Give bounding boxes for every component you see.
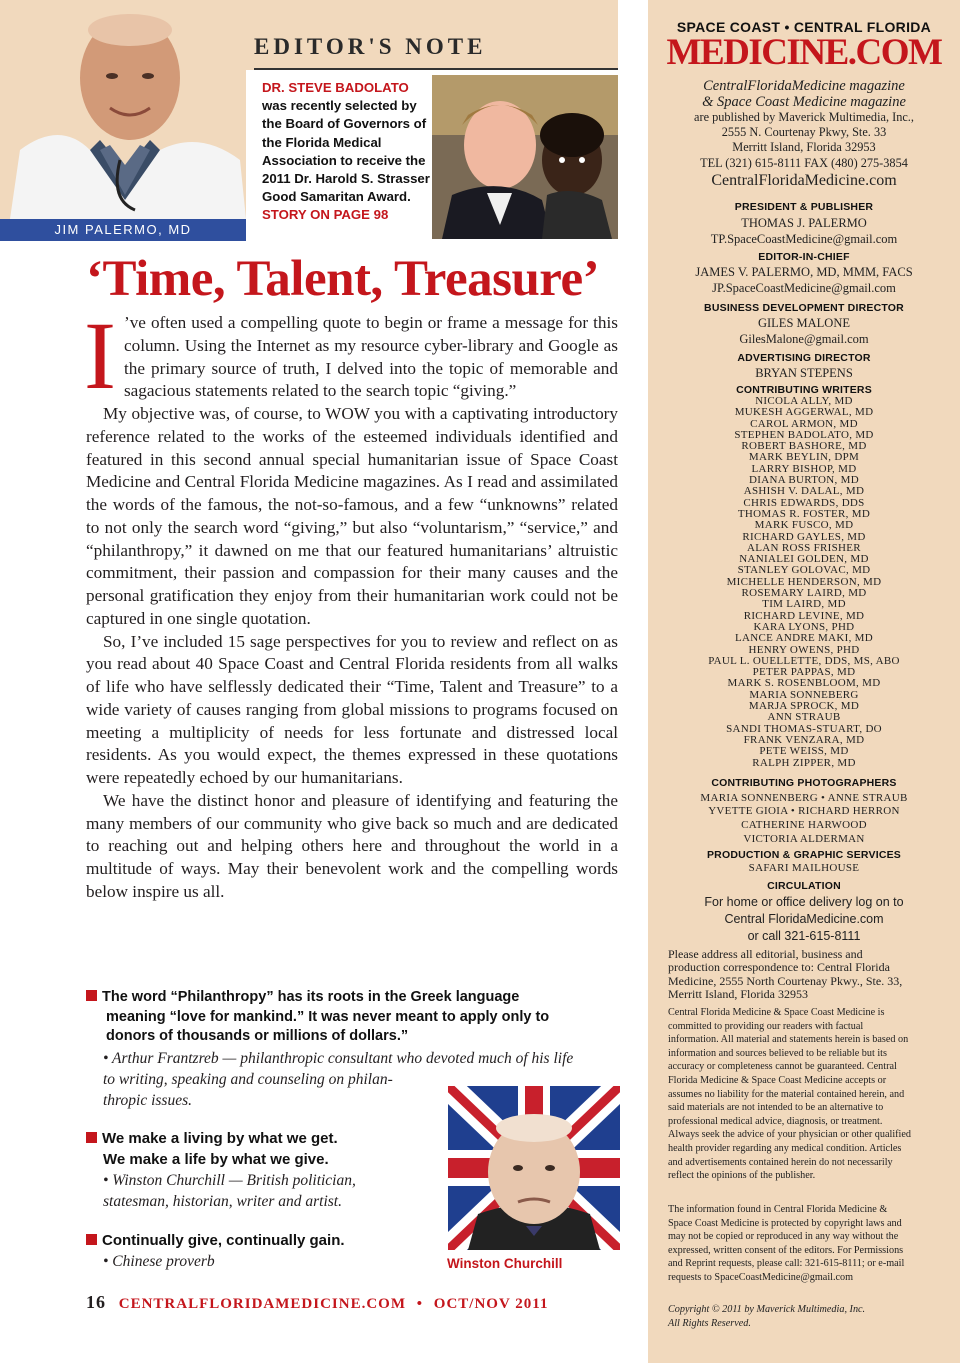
role-email[interactable]: JP.SpaceCoastMedicine@gmail.com xyxy=(712,281,896,295)
paragraph-2: My objective was, of course, to WOW you with a captivating introductory reference related to the works of the esteemed individuals identified and featured in this second annual special humanitarian issue of Space Coast Medicine and Central Florida Medicine magazines. As I read and assimilated the words of the famous, the not-so-famous, and a few “unknowns” related to not only the search word “giving,” but also “voluntarism,” “service,” and “philanthropy,” it dawned on me that our featured humanitarians’ altruistic commitment, their passion and compassion for their many causes and the personal gratification they enjoy from their humanitarian work could not be captured in one single quotation. xyxy=(86,404,618,628)
masthead-website[interactable]: CentralFloridaMedicine.com xyxy=(711,172,897,189)
divider xyxy=(254,68,618,70)
writer-name: MARIA SONNEBERG xyxy=(749,688,859,701)
quote-attribution: statesman, historian, writer and artist. xyxy=(103,1193,342,1210)
caption-name: DR. STEVE BADOLATO xyxy=(262,80,409,95)
pub-line: are published by Maverick Multimedia, Inc., xyxy=(694,110,914,124)
circulation-line[interactable]: Central FloridaMedicine.com xyxy=(724,912,884,926)
photographer-line: YVETTE GIOIA • RICHARD HERRON xyxy=(708,805,900,817)
circulation-line: or call 321-615-8111 xyxy=(747,929,861,943)
writer-name: PETER PAPPAS, MD xyxy=(752,666,856,679)
headline: ‘Time, Talent, Treasure’ xyxy=(86,251,600,307)
writer-name: CAROL ARMON, MD xyxy=(750,417,858,430)
pub-line: TEL (321) 615-8111 FAX (480) 275-3854 xyxy=(700,156,908,170)
writers-title: CONTRIBUTING WRITERS xyxy=(736,384,872,396)
writer-name: RALPH ZIPPER, MD xyxy=(752,756,856,769)
writer-name: NICOLA ALLY, MD xyxy=(755,395,853,407)
article-body xyxy=(84,302,618,904)
writer-name: ROBERT BASHORE, MD xyxy=(741,440,867,453)
quote-line: donors of thousands or millions of dollars.” xyxy=(106,1028,409,1044)
drop-cap: I xyxy=(84,302,116,409)
role-title: PRESIDENT & PUBLISHER xyxy=(734,201,874,213)
writer-name: MARK S. ROSENBLOOM, MD xyxy=(727,677,881,690)
editor-portrait xyxy=(0,0,246,219)
photographer-line: VICTORIA ALDERMAN xyxy=(743,833,865,845)
badolato-photo xyxy=(432,75,618,239)
writer-name: HENRY OWENS, PHD xyxy=(748,643,860,656)
writer-name: ROSEMARY LAIRD, MD xyxy=(741,587,867,600)
writer-name: THOMAS R. FOSTER, MD xyxy=(737,507,871,520)
role-title: BUSINESS DEVELOPMENT DIRECTOR xyxy=(704,302,904,314)
writer-name: SANDI THOMAS-STUART, DO xyxy=(726,722,882,735)
section-title: EDITOR'S NOTE xyxy=(254,34,487,59)
writer-name: RICHARD GAYLES, MD xyxy=(742,530,866,543)
photo-caption xyxy=(262,79,430,225)
writer-name: RICHARD LEVINE, MD xyxy=(743,609,865,622)
role-email[interactable]: GilesMalone@gmail.com xyxy=(739,332,869,346)
writers-list xyxy=(656,396,952,769)
writer-name: DIANA BURTON, MD xyxy=(749,474,859,487)
quote-line: We make a living by what we get. xyxy=(102,1130,338,1147)
writer-name: MARJA SPROCK, MD xyxy=(748,700,860,713)
production-name: SAFARI MAILHOUSE xyxy=(748,862,860,874)
footer-issue: OCT/NOV 2011 xyxy=(433,1296,549,1312)
quote-attribution: • Chinese proverb xyxy=(103,1253,215,1270)
quote-attribution: • Winston Churchill — British politician, xyxy=(103,1172,356,1189)
role-email[interactable]: TP.SpaceCoastMedicine@gmail.com xyxy=(710,232,898,246)
quote-attribution: • Arthur Frantzreb — philanthropic consultant who devoted much of his life xyxy=(103,1049,574,1067)
pub-line: Merritt Island, Florida 32953 xyxy=(732,140,876,154)
pub-line-1: CentralFloridaMedicine magazine xyxy=(703,78,905,94)
paragraph-3: So, I’ve included 15 sage perspectives for you to review and reflect on as you read about 40 Space Coast and Central Florida residents from all walks of life who have selflessly dedicated their “Time, Talent and Treasure” to a wide variety of causes ranging from global missions to programs focused on meeting a multiplicity of needs for less fortunate and distressed local residents. As you would expect, the themes expressed in these quotations were repeatedly echoed by our humanitarians. xyxy=(86,631,618,787)
quote-line: Continually give, continually gain. xyxy=(102,1232,345,1249)
bullet-icon xyxy=(86,990,97,1001)
circulation-title: CIRCULATION xyxy=(767,880,841,892)
quote-attribution: thropic issues. xyxy=(103,1091,192,1109)
writer-name: FRANK VENZARA, MD xyxy=(743,733,865,746)
writer-name: NANIALEI GOLDEN, MD xyxy=(739,553,869,566)
author-label: JIM PALERMO, MD xyxy=(0,219,246,241)
role-title: ADVERTISING DIRECTOR xyxy=(737,352,871,364)
footer-site[interactable]: CENTRALFLORIDAMEDICINE.COM xyxy=(118,1296,407,1312)
writer-name: ASHISH V. DALAL, MD xyxy=(743,485,865,498)
role-name: JAMES V. PALERMO, MD, MMM, FACS xyxy=(695,265,913,279)
photographers-title: CONTRIBUTING PHOTOGRAPHERS xyxy=(711,777,897,789)
role-title: EDITOR-IN-CHIEF xyxy=(758,251,850,263)
quote-line: The word “Philanthropy” has its roots in the Greek language xyxy=(102,989,520,1005)
writer-name: STEPHEN BADOLATO, MD xyxy=(734,428,874,441)
quote-attribution: to writing, speaking and counseling on philan- xyxy=(103,1070,393,1088)
photographer-line: MARIA SONNENBERG • ANNE STRAUB xyxy=(700,792,908,804)
disclaimer: Central Florida Medicine & Space Coast Medicine is committed to providing our readers with factual information. All material and statements herein is based on information and sources believed to be reliable but its accuracy or completeness cannot be guaranteed. Central Florida Medicine & Space Coast Medicine accepts or assumes no liability for the material contained herein, and said materials are not intended to be an alternative to professional medical advice, diagnosis, or treatment. Always seek the advice of your physician or other qualified health provider regarding any medical condition. Articles and advertisements contained herein do not necessarily reflect the opinions of the publisher. xyxy=(668,1007,912,1182)
copyright-note: The information found in Central Florida Medicine & Space Coast Medicine is protected by copyright laws and may not be copied or reproduced in any way without the expressed, written consent of the editors. For Permissions and Reprint requests, please call: 321-615-8111; or e-mail requests to SpaceCoastMedicine@gmail.com xyxy=(668,1204,905,1283)
writer-name: MARK FUSCO, MD xyxy=(754,519,854,532)
caption-text: was recently selected by the Board of Governors of the Florida Medical Association to receive the 2011 Dr. Harold S. Strasser Good Samaritan Award. xyxy=(262,98,430,205)
page-number: 16 xyxy=(86,1292,106,1312)
writer-name: PAUL L. OUELLETTE, DDS, MS, ABO xyxy=(708,654,900,667)
paragraph-4: We have the distinct honor and pleasure of identifying and featuring the many members of our community who give back so much and are dedicated to reaching out and helping others here and throughout the world in a multitude of ways. May their benevolent work and the compelling words below inspire us all. xyxy=(86,790,618,901)
writer-name: MUKESH AGGERWAL, MD xyxy=(734,406,874,419)
role-name: GILES MALONE xyxy=(757,316,850,330)
quote-2 xyxy=(86,1128,426,1212)
pub-line: 2555 N. Courtenay Pkwy, Ste. 33 xyxy=(721,125,887,139)
rights: All Rights Reserved. xyxy=(668,1318,751,1329)
caption-link[interactable]: STORY ON PAGE 98 xyxy=(262,207,389,223)
writer-name: KARA LYONS, PHD xyxy=(753,620,855,633)
quote-line: meaning “love for mankind.” It was never meant to apply only to xyxy=(106,1008,550,1025)
writer-name: MICHELLE HENDERSON, MD xyxy=(726,575,882,588)
churchill-photo xyxy=(448,1086,620,1250)
photographer-line: CATHERINE HARWOOD xyxy=(741,819,867,831)
page-footer xyxy=(86,1292,548,1313)
writer-name: PETE WEISS, MD xyxy=(759,745,849,758)
quote-line: We make a life by what we give. xyxy=(103,1151,329,1168)
writer-name: MARK BEYLIN, DPM xyxy=(748,451,860,464)
bullet-icon xyxy=(86,1132,97,1143)
quote-3 xyxy=(86,1230,426,1272)
masthead-tagline: SPACE COAST • CENTRAL FLORIDA xyxy=(676,19,932,35)
paragraph-1-text: ’ve often used a compelling quote to begin or frame a message for this column. Using the Internet as my resource cyber-library and Google as the primary source of truth, I delved into the topic of memorable and sagacious statements related to the search topic “giving.” xyxy=(123,313,618,401)
copyright: Copyright © 2011 by Maverick Multimedia, Inc. xyxy=(668,1304,866,1315)
pub-line-2: & Space Coast Medicine magazine xyxy=(702,94,906,110)
role-name: BRYAN STEPENS xyxy=(755,366,853,380)
writer-name: TIM LAIRD, MD xyxy=(762,598,846,611)
role-name: THOMAS J. PALERMO xyxy=(741,216,867,230)
address-note: Please address all editorial, business and production correspondence to: Central Florida Medicine, 2555 North Courtenay Pkwy., Ste. 33, Merritt Island, Florida 32953 xyxy=(668,947,903,1001)
writer-name: LANCE ANDRE MAKI, MD xyxy=(735,632,873,645)
writer-name: ANN STRAUB xyxy=(767,711,841,724)
masthead-logo: MEDICINE.COM xyxy=(666,32,942,73)
production-title: PRODUCTION & GRAPHIC SERVICES xyxy=(706,849,902,861)
bullet-icon xyxy=(86,1234,97,1245)
footer-separator: • xyxy=(416,1296,424,1312)
writer-name: STANLEY GOLOVAC, MD xyxy=(737,564,871,577)
churchill-caption: Winston Churchill xyxy=(447,1256,563,1271)
paragraph-1 xyxy=(84,302,618,409)
writer-name: LARRY BISHOP, MD xyxy=(751,462,857,475)
writer-name: ALAN ROSS FRISHER xyxy=(747,541,861,554)
writer-name: CHRIS EDWARDS, DDS xyxy=(743,496,865,509)
circulation-line: For home or office delivery log on to xyxy=(704,895,904,909)
